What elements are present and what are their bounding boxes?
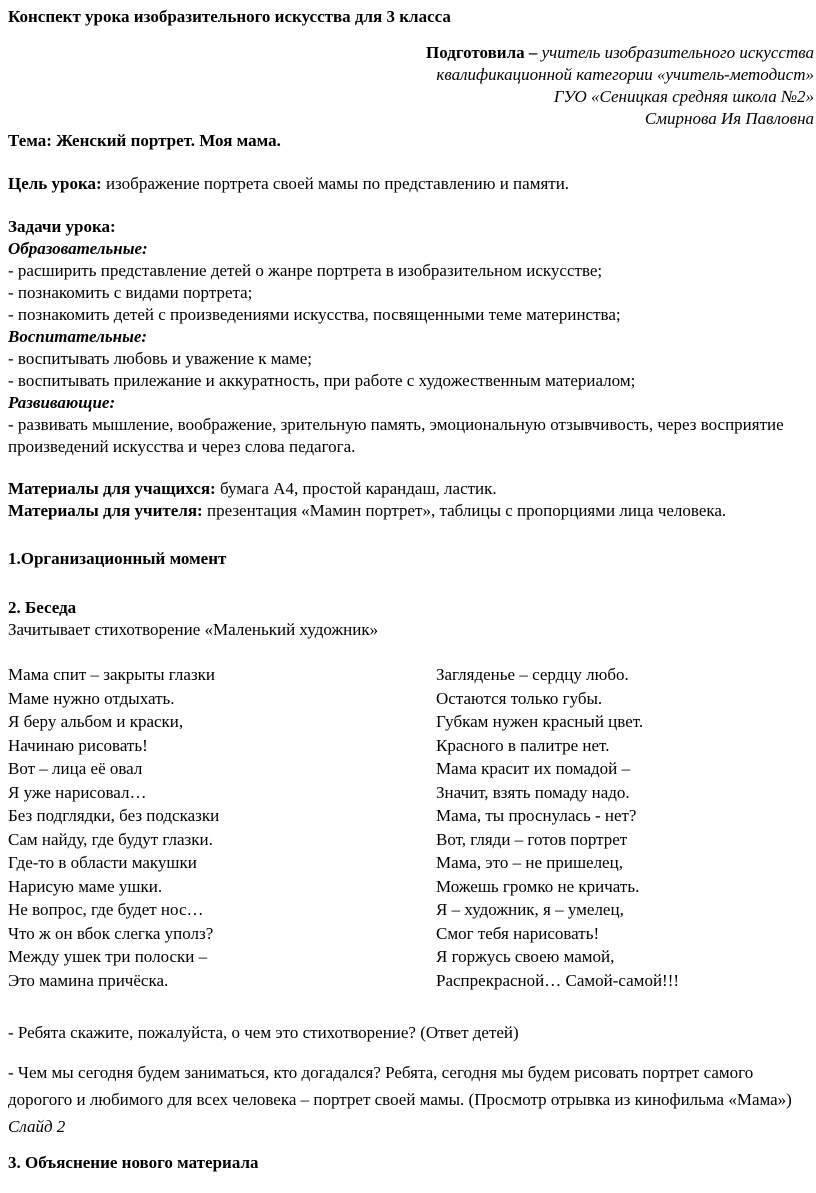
doc-title: Конспект урока изобразительного искусства для 3 класса [8, 7, 451, 26]
author-prefix: Подготовила – [426, 43, 538, 62]
poem-line: Мама, это – не пришелец, [436, 853, 623, 872]
tasks-vosp-heading: Воспитательные: [8, 327, 148, 346]
poem-line: Это мамина причёска. [8, 970, 169, 990]
materials-teacher [8, 500, 814, 522]
poem-line: Мама красит их помадой – [436, 759, 631, 778]
section-heading-2: 2. Беседа [8, 598, 77, 617]
poem-line: Остаются только губы. [436, 688, 603, 708]
poem-line: Распрекрасной… Самой-самой!!! [436, 970, 680, 990]
poem-line: Маме нужно отдыхать. [8, 688, 175, 708]
poem-line: Загляденье – сердцу любо. [436, 665, 629, 684]
question-paragraph-1: - Ребята скажите, пожалуйста, о чем это стихотворение? (Ответ детей) [8, 1023, 519, 1042]
poem-line: Губкам нужен красный цвет. [436, 712, 644, 731]
poem-line: Сам найду, где будут глазки. [8, 829, 213, 849]
question-paragraph-2 [8, 1059, 814, 1140]
poem-line: Начинаю рисовать! [8, 735, 148, 755]
poem-line: Мама спит – закрыты глазки [8, 665, 216, 684]
author-line: квалификационной категории «учитель-методист» [436, 65, 814, 84]
poem [8, 663, 814, 992]
task-item: - познакомить детей с произведениями искусства, посвященными теме материнства; [8, 305, 621, 324]
poem-line: Значит, взять помаду надо. [436, 782, 630, 802]
poem-line: Не вопрос, где будет нос… [8, 900, 204, 919]
author-role: учитель изобразительного искусства [537, 43, 814, 62]
materials-students-label: Материалы для учащихся: [8, 479, 216, 498]
poem-line: Я беру альбом и краски, [8, 712, 184, 731]
task-item: - развивать мышление, воображение, зрительную память, эмоциональную отзывчивость, через восприятие произведений искусства и через слова педагога. [8, 415, 784, 456]
goal-text: изображение портрета своей мамы по представлению и памяти. [101, 174, 570, 193]
tasks-razv-heading: Развивающие: [8, 393, 116, 412]
materials-section [8, 478, 814, 522]
author-line: Смирнова Ия Павловна [644, 109, 814, 128]
goal-label: Цель урока: [8, 174, 102, 193]
poem-line: Смог тебя нарисовать! [436, 923, 600, 943]
section-heading-3: 3. Объяснение нового материала [8, 1153, 259, 1172]
tasks-edu-list [8, 260, 814, 326]
materials-teacher-label: Материалы для учителя: [8, 501, 203, 520]
author-block [8, 42, 814, 130]
materials-students-text: бумага А4, простой карандаш, ластик. [215, 479, 497, 498]
poem-line: Где-то в области макушки [8, 853, 197, 872]
task-item: - познакомить с видами портрета; [8, 283, 253, 302]
tasks-edu-heading: Образовательные: [8, 239, 148, 258]
materials-teacher-text: презентация «Мамин портрет», таблицы с пропорциями лица человека. [202, 501, 727, 520]
section-heading-1: 1.Организационный момент [8, 549, 227, 568]
poem-line: Что ж он вбок слегка уполз? [8, 923, 214, 943]
tasks-vosp-list [8, 348, 814, 392]
poem-line: Без подглядки, без подсказки [8, 806, 220, 825]
poem-line: Вот – лица её овал [8, 759, 143, 778]
author-line: ГУО «Сеницкая средняя школа №2» [553, 87, 814, 106]
goal-paragraph [8, 173, 814, 195]
poem-line: Между ушек три полоски – [8, 947, 208, 966]
poem-right-column [436, 663, 814, 992]
poem-line: Я – художник, я – умелец, [436, 900, 624, 919]
poem-left-column [8, 663, 436, 992]
materials-students [8, 478, 814, 500]
author-line [8, 42, 814, 64]
poem-line: Нарисую маме ушки. [8, 876, 163, 896]
poem-line: Я горжусь своею мамой, [436, 947, 615, 966]
poem-line: Я уже нарисовал… [8, 782, 147, 802]
task-item: - расширить представление детей о жанре портрета в изобразительном искусстве; [8, 261, 603, 280]
poem-line: Можешь громко не кричать. [436, 876, 640, 896]
question2-slide-ref: Слайд 2 [8, 1117, 66, 1136]
tasks-heading: Задачи урока: [8, 217, 116, 236]
section2-intro: Зачитывает стихотворение «Маленький художник» [8, 620, 379, 639]
poem-line: Вот, гляди – готов портрет [436, 829, 628, 849]
poem-line: Мама, ты проснулась - нет? [436, 806, 637, 825]
question2-text: - Чем мы сегодня будем заниматься, кто догадался? Ребята, сегодня мы будем рисовать портрет самого дорогого и любимого для всех человека – портрет своей мамы. (Просмотр отрывка из кинофильма «Мама») [8, 1063, 792, 1109]
tasks-razv-list [8, 414, 814, 458]
theme-heading: Тема: Женский портрет. Моя мама. [8, 131, 281, 150]
task-item: - воспитывать любовь и уважение к маме; [8, 349, 313, 368]
poem-line: Красного в палитре нет. [436, 735, 610, 755]
tasks-section [8, 216, 814, 458]
task-item: - воспитывать прилежание и аккуратность, при работе с художественным материалом; [8, 371, 636, 390]
